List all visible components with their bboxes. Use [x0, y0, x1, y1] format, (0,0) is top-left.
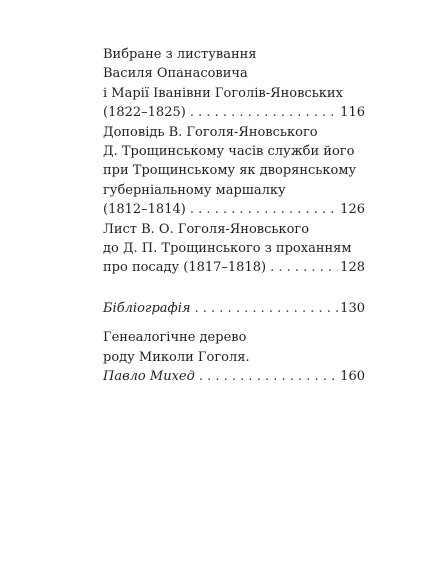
toc-entry[interactable]: [103, 123, 365, 220]
toc-entry-title-line: (1812–1814): [103, 202, 186, 218]
table-of-contents: [103, 45, 365, 387]
dot-leader: [199, 367, 338, 386]
toc-entry-last-line: [103, 299, 365, 318]
toc-entry-last-line: [103, 367, 365, 386]
toc-entry-bibliography[interactable]: [103, 299, 365, 318]
toc-entry[interactable]: [103, 220, 365, 278]
toc-page-number: 130: [340, 300, 365, 316]
toc-entry-last-line: [103, 103, 365, 122]
section-spacer: [103, 318, 365, 328]
dot-leader: [195, 299, 339, 318]
toc-entry-last-line: [103, 258, 365, 277]
toc-page-number: 116: [340, 105, 365, 121]
toc-entry-title-line: і Марії Іванівни Гоголів-Яновських: [103, 85, 343, 101]
dot-leader: [190, 103, 338, 122]
toc-page-number: 126: [340, 202, 365, 218]
toc-entry-title-line: Генеалогічне дерево: [103, 330, 247, 346]
dot-leader: [190, 200, 338, 219]
toc-entry-author: Павло Михед: [103, 369, 195, 385]
toc-entry-title-line: при Трощинському як дворянському: [103, 163, 357, 179]
toc-entry-title-line: Доповідь В. Гоголя-Яновського: [103, 124, 318, 140]
toc-entry-title-line: (1822–1825): [103, 105, 186, 121]
toc-entry-title-line: про посаду (1817–1818): [103, 260, 267, 276]
toc-entry-title-line: Василя Опанасовича: [103, 66, 248, 82]
toc-entry-genealogy[interactable]: [103, 328, 365, 386]
toc-entry-last-line: [103, 200, 365, 219]
toc-entry[interactable]: [103, 45, 365, 123]
toc-page-number: 128: [340, 260, 365, 276]
toc-page-number: 160: [340, 369, 365, 385]
dot-leader: [270, 258, 338, 277]
toc-entry-title-line: губерніальному маршалку: [103, 182, 286, 198]
toc-entry-title-line: до Д. П. Трощинського з проханням: [103, 241, 352, 257]
toc-entry-title-line: роду Миколи Гоголя.: [103, 349, 250, 365]
toc-entry-title-line: Лист В. О. Гоголя-Яновського: [103, 221, 310, 237]
section-spacer: [103, 278, 365, 299]
toc-entry-title-line: Д. Трощинському часів служби його: [103, 144, 355, 160]
toc-entry-title-line: Вибране з листування: [103, 47, 257, 62]
toc-entry-title-line: Бібліографія: [103, 300, 191, 316]
